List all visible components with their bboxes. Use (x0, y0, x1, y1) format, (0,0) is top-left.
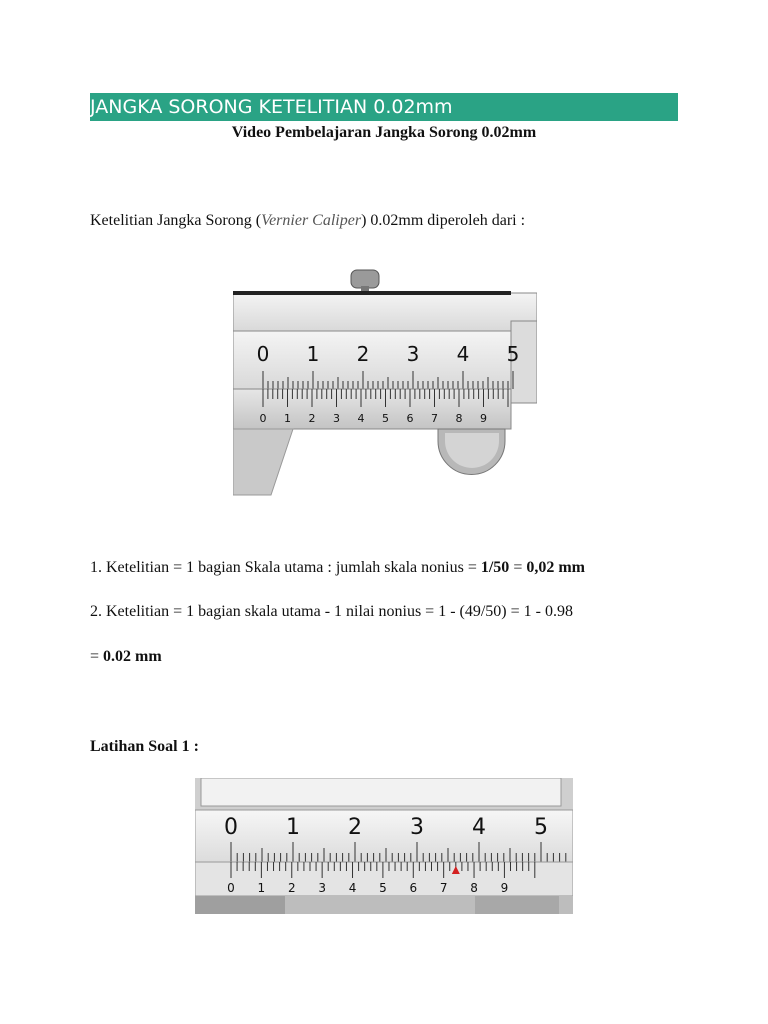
main-scale-label: 1 (306, 342, 320, 366)
formula-2-value: 0.02 mm (103, 648, 162, 665)
section-title-banner (90, 93, 678, 121)
main-scale-label: 0 (224, 815, 238, 840)
thumb-screw-icon (351, 270, 379, 288)
main-scale-label: 1 (286, 815, 300, 840)
main-scale-label: 4 (472, 815, 486, 840)
exercise-heading: Latihan Soal 1 : (90, 738, 199, 755)
formula-1-text: 1. Ketelitian = 1 bagian Skala utama : jumlah skala nonius = (90, 559, 481, 576)
video-link-title[interactable]: Video Pembelajaran Jangka Sorong 0.02mm (231, 124, 537, 141)
vernier-scale-label: 6 (409, 881, 418, 895)
vernier-scale-label: 6 (406, 412, 414, 425)
intro-text-after: ) 0.02mm diperoleh dari : (361, 212, 526, 229)
formula-1-result: 0,02 mm (526, 559, 585, 576)
main-scale-label: 4 (456, 342, 470, 366)
formula-1-fraction: 1/50 (480, 559, 510, 576)
formula-1-equals: = (509, 559, 527, 576)
vernier-scale-label: 5 (379, 881, 387, 895)
main-scale-label: 5 (506, 342, 520, 366)
vernier-scale-label: 8 (470, 881, 478, 895)
main-scale-label: 2 (348, 815, 362, 840)
formula-2: 2. Ketelitian = 1 bagian skala utama - 1 nilai nonius = 1 - (49/50) = 1 - 0.98 (90, 603, 573, 620)
formula-2-equals: = (90, 648, 104, 665)
vernier-scale-label: 2 (287, 881, 296, 895)
intro-paragraph (90, 212, 525, 230)
main-scale-label: 5 (534, 815, 548, 840)
intro-text-before: Ketelitian Jangka Sorong ( (90, 212, 262, 229)
caliper-illustration-2 (195, 778, 573, 914)
vernier-scale-label: 8 (455, 412, 463, 425)
vernier-scale-label: 5 (382, 412, 389, 425)
jaw-left-1 (233, 429, 293, 495)
intro-italic-term: Vernier Caliper (261, 212, 362, 229)
vernier-scale-label: 1 (284, 412, 291, 425)
jaw-right-2 (475, 896, 559, 914)
vernier-scale-label: 7 (439, 881, 448, 895)
vernier-scale-label: 4 (357, 412, 365, 425)
vernier-scale-label: 0 (227, 881, 235, 895)
vernier-scale-label: 9 (480, 412, 487, 425)
main-scale-label: 3 (406, 342, 420, 366)
jaw-left-2 (195, 896, 285, 914)
vernier-scale-label: 7 (431, 412, 438, 425)
main-scale-label: 0 (256, 342, 270, 366)
vernier-scale-label: 1 (257, 881, 266, 895)
main-scale-label: 2 (356, 342, 370, 366)
formula-1 (90, 559, 585, 577)
section-title: JANGKA SORONG KETELITIAN 0.02mm (90, 96, 453, 118)
vernier-scale-label: 0 (259, 412, 267, 425)
caliper-illustration-1 (233, 265, 537, 497)
vernier-scale-label: 4 (348, 881, 357, 895)
beam-top-inner-2 (201, 778, 561, 806)
vernier-scale-label: 9 (500, 881, 509, 895)
main-beam-1 (233, 293, 537, 331)
main-scale-label: 3 (410, 815, 424, 840)
vernier-scale-label: 2 (308, 412, 316, 425)
formula-2-result (90, 648, 162, 666)
vernier-scale-label: 3 (333, 412, 340, 425)
vernier-scale-label: 3 (318, 881, 326, 895)
